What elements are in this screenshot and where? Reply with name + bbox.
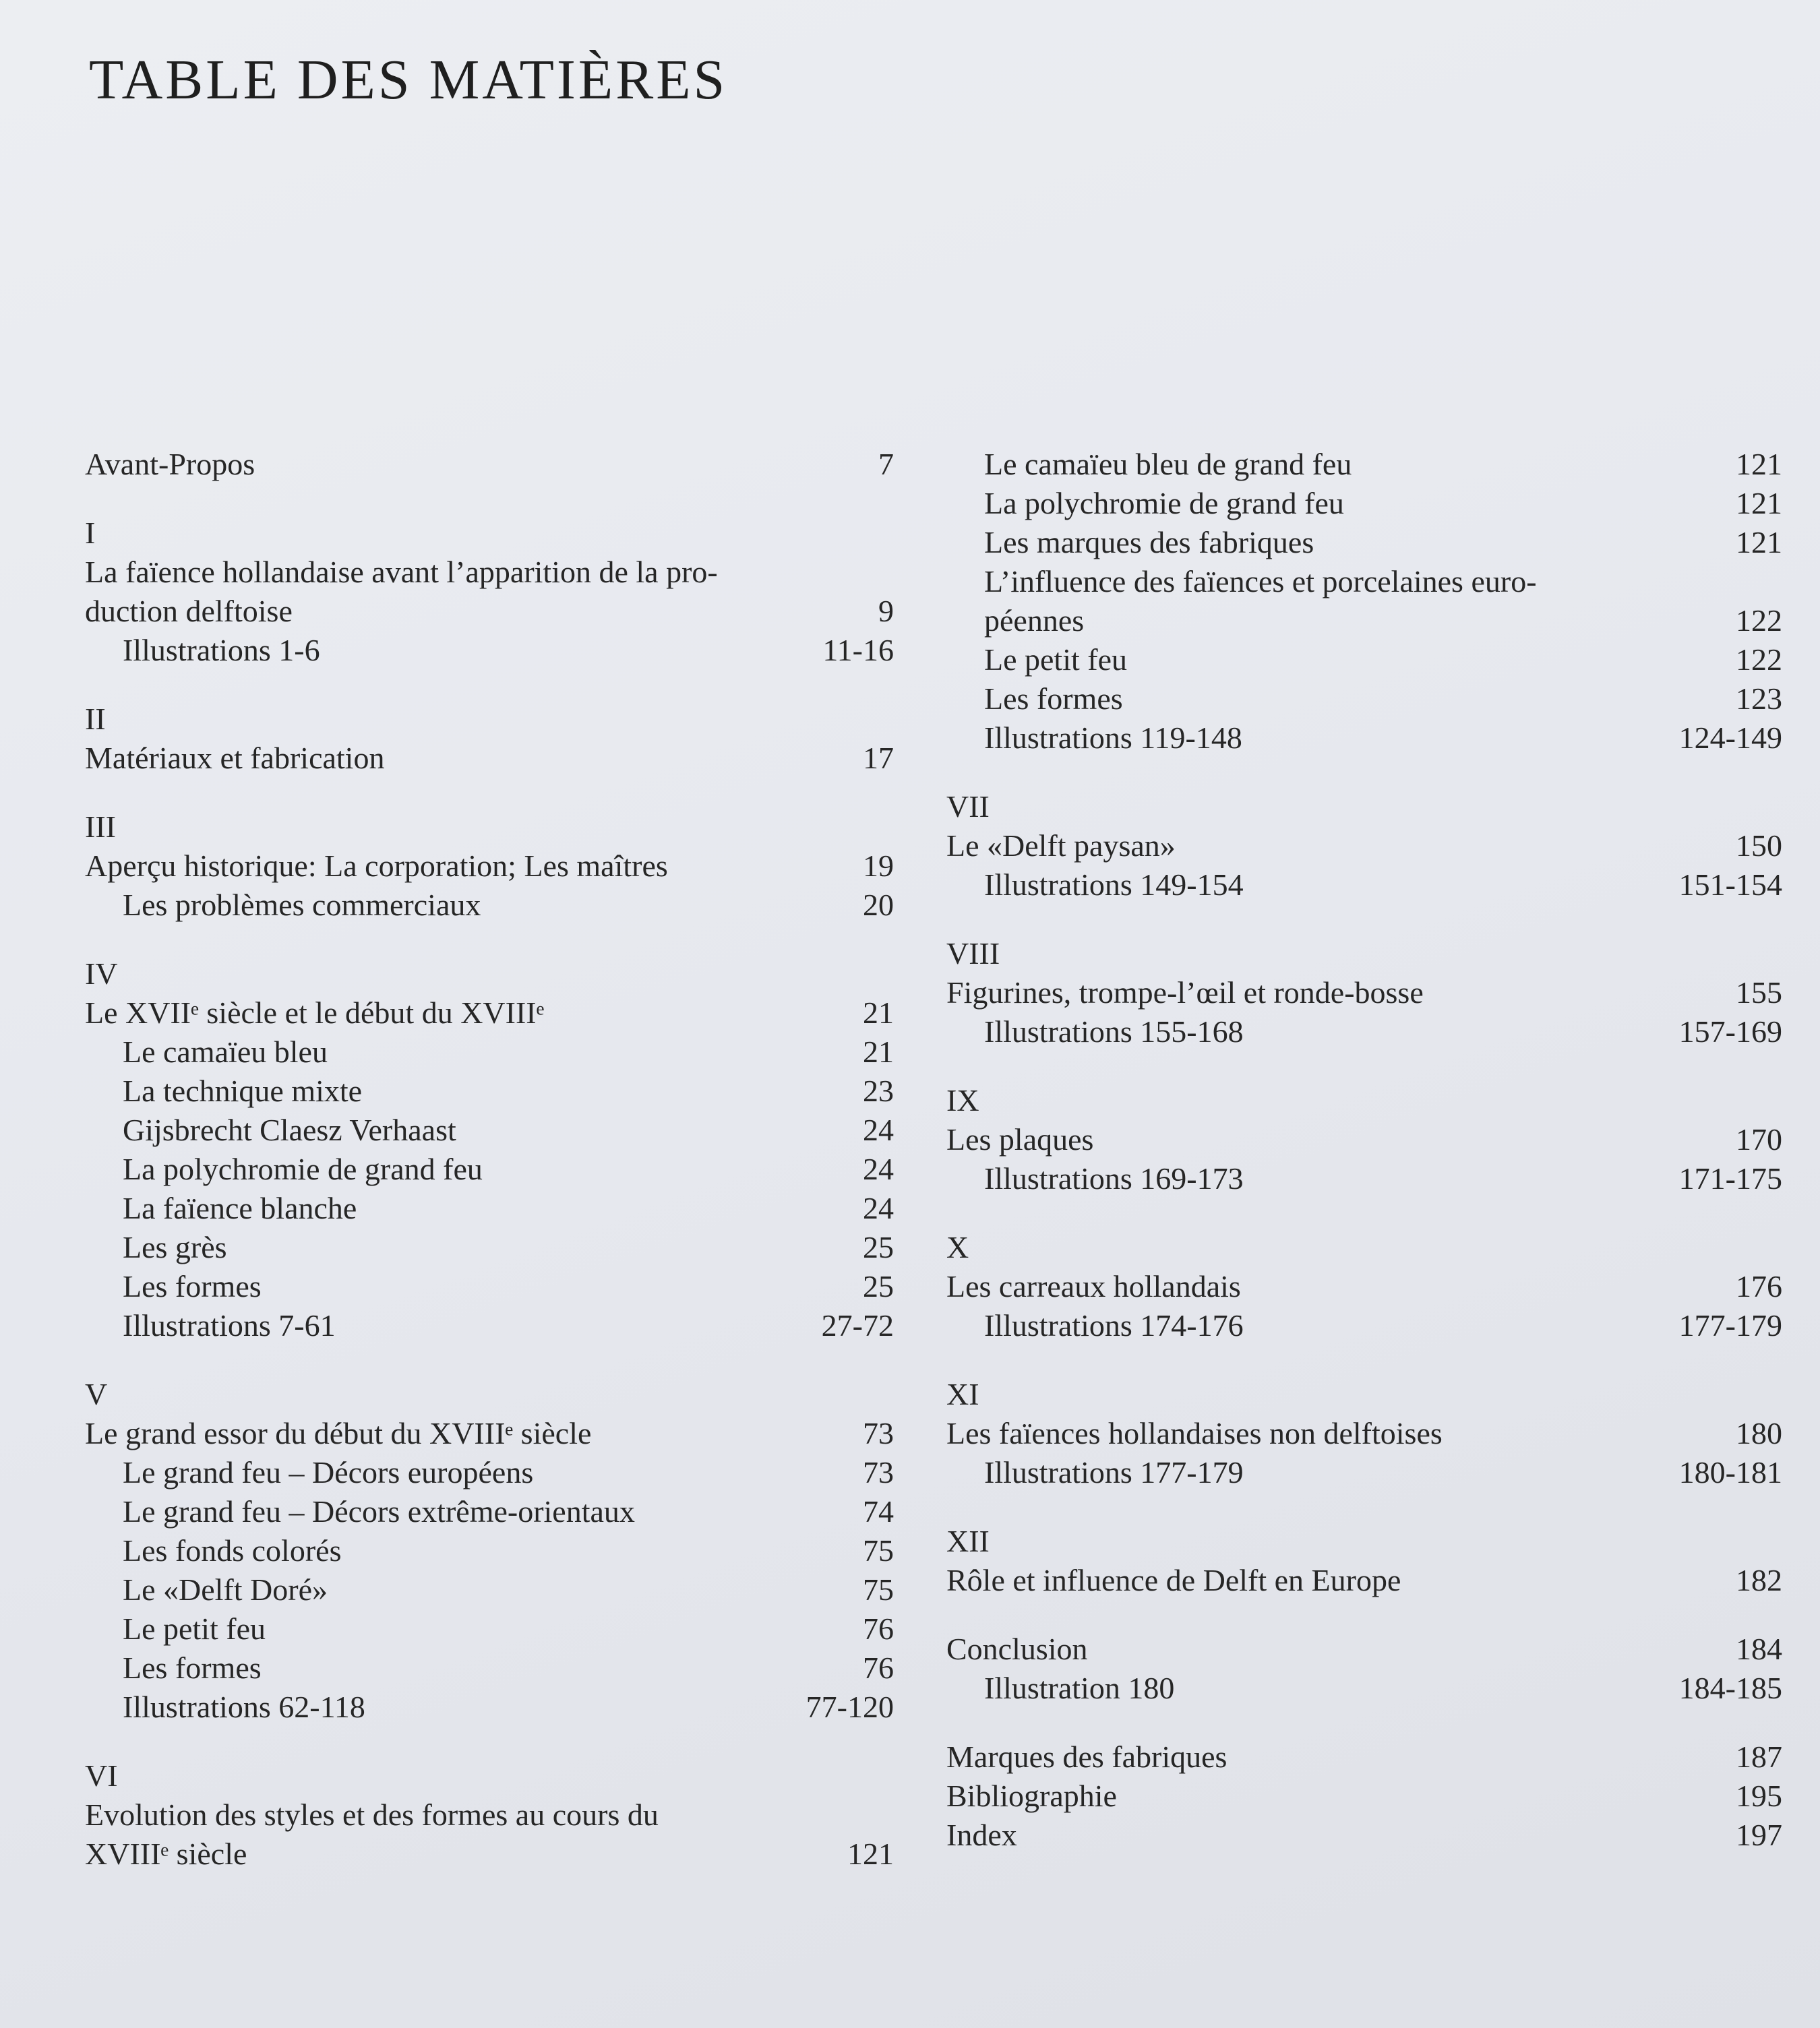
toc-entry[interactable]	[946, 1120, 1782, 1159]
toc-entry-page: 157-169	[1678, 1014, 1782, 1049]
toc-entry-page: 74	[863, 1494, 894, 1529]
toc-entry[interactable]	[85, 1531, 894, 1570]
toc-entry[interactable]	[85, 1570, 894, 1609]
toc-entry-page: 124-149	[1678, 720, 1782, 755]
toc-entry-page: 17	[863, 741, 894, 775]
toc-entry-label: Le petit feu	[984, 642, 1128, 677]
toc-entry[interactable]	[946, 826, 1782, 865]
toc-entry[interactable]	[85, 1306, 894, 1345]
toc-entry-page: 11-16	[822, 633, 894, 667]
chapter-number: X	[946, 1230, 969, 1264]
toc-entry[interactable]	[946, 484, 1782, 523]
toc-entry[interactable]	[946, 973, 1782, 1012]
toc-entry-page: 150	[1736, 828, 1782, 863]
toc-entry-page: 171-175	[1678, 1161, 1782, 1196]
toc-entry-page: 19	[863, 849, 894, 883]
chapter-number: IV	[85, 956, 118, 991]
toc-entry[interactable]	[85, 1492, 894, 1531]
toc-entry-label: Le camaïeu bleu	[123, 1035, 328, 1069]
toc-entry-page: 9	[878, 594, 894, 628]
toc-entry[interactable]	[85, 1453, 894, 1492]
toc-entry-page: 180	[1736, 1416, 1782, 1450]
toc-entry-label: Les problèmes commerciaux	[123, 888, 481, 922]
toc-entry-page: 7	[878, 447, 894, 481]
chapter-number: VI	[85, 1758, 118, 1793]
toc-entry-label: Illustrations 7-61	[123, 1308, 336, 1343]
toc-entry-page: 123	[1736, 681, 1782, 716]
toc-entry-label: Les grès	[123, 1230, 227, 1264]
toc-entry[interactable]	[946, 865, 1782, 904]
toc-entry-label: Illustrations 149-154	[984, 867, 1244, 902]
toc-entry[interactable]	[946, 523, 1782, 562]
toc-entry-page: 155	[1736, 975, 1782, 1010]
toc-entry[interactable]	[85, 1228, 894, 1267]
toc-entry-label: péennes	[984, 603, 1085, 638]
toc-entry[interactable]	[85, 1649, 894, 1688]
toc-entry-page: 177-179	[1678, 1308, 1782, 1343]
toc-entry-page: 187	[1736, 1740, 1782, 1774]
toc-entry-label: Illustrations 155-168	[984, 1014, 1244, 1049]
toc-entry[interactable]	[946, 640, 1782, 679]
toc-entry[interactable]	[85, 1267, 894, 1306]
toc-entry-label: La polychromie de grand feu	[123, 1152, 483, 1186]
toc-entry-label: Rôle et influence de Delft en Europe	[946, 1563, 1401, 1597]
toc-entry[interactable]	[85, 445, 894, 484]
toc-entry-label: Figurines, trompe-l’œil et ronde-bosse	[946, 975, 1424, 1010]
toc-entry-page: 27-72	[821, 1308, 894, 1343]
toc-entry[interactable]	[85, 1072, 894, 1111]
toc-entry-label: Illustrations 177-179	[984, 1455, 1244, 1489]
toc-entry-label: Matériaux et fabrication	[85, 741, 385, 775]
toc-entry[interactable]	[946, 679, 1782, 718]
toc-entry-label: Illustrations 174-176	[984, 1308, 1244, 1343]
toc-entry-page: 24	[863, 1113, 894, 1147]
toc-entry-line[interactable]: L’influence des faïences et porcelaines euro-	[984, 564, 1537, 598]
toc-entry-page: 77-120	[806, 1690, 894, 1724]
toc-entry-label: Bibliographie	[946, 1779, 1117, 1813]
toc-entry-page: 184	[1736, 1632, 1782, 1666]
toc-entry-label: La technique mixte	[123, 1074, 363, 1108]
toc-entry[interactable]	[85, 1033, 894, 1072]
chapter-number: VII	[946, 789, 990, 824]
toc-entry-label: Aperçu historique: La corporation; Les maîtres	[85, 849, 668, 883]
chapter-number: I	[85, 516, 96, 550]
toc-entry-label: Les formes	[984, 681, 1123, 716]
toc-entry-page: 21	[863, 995, 894, 1030]
chapter-number: XII	[946, 1524, 990, 1558]
toc-entry[interactable]	[946, 1453, 1782, 1492]
toc-entry-label: XVIIIᵉ siècle	[85, 1837, 247, 1871]
toc-entry[interactable]	[946, 1630, 1782, 1669]
toc-entry[interactable]	[85, 1111, 894, 1150]
toc-entry[interactable]	[85, 886, 894, 925]
toc-entry[interactable]	[946, 1159, 1782, 1198]
chapter-number: V	[85, 1377, 108, 1411]
toc-entry-label: Index	[946, 1818, 1017, 1852]
toc-entry-page: 121	[847, 1837, 894, 1871]
chapter-number: III	[85, 809, 116, 844]
toc-entry-label: Le grand essor du début du XVIIIᵉ siècle	[85, 1416, 592, 1450]
toc-entry[interactable]	[85, 1414, 894, 1453]
chapter-number: VIII	[946, 936, 1000, 971]
toc-entry-page: 170	[1736, 1122, 1782, 1157]
toc-entry-label: Les carreaux hollandais	[946, 1269, 1241, 1303]
toc-entry-page: 73	[863, 1455, 894, 1489]
toc-entry[interactable]	[85, 1609, 894, 1649]
toc-entry[interactable]	[946, 1267, 1782, 1306]
toc-entry-page: 76	[863, 1651, 894, 1685]
toc-entry-page: 180-181	[1678, 1455, 1782, 1489]
toc-entry-page: 121	[1736, 447, 1782, 481]
toc-entry-page: 122	[1736, 603, 1782, 638]
toc-entry-label: Illustrations 119-148	[984, 720, 1242, 755]
toc-entry-page: 122	[1736, 642, 1782, 677]
toc-entry[interactable]	[85, 1189, 894, 1228]
toc-right-column	[946, 445, 1782, 1855]
chapter-number: IX	[946, 1083, 979, 1117]
toc-entry-page: 73	[863, 1416, 894, 1450]
toc-entry-page: 75	[863, 1533, 894, 1568]
toc-entry[interactable]	[85, 1150, 894, 1189]
toc-entry-label: La polychromie de grand feu	[984, 486, 1344, 520]
toc-entry[interactable]	[946, 1777, 1782, 1816]
toc-entry-page: 21	[863, 1035, 894, 1069]
page-title: TABLE DES MATIÈRES	[89, 49, 728, 111]
toc-entry-page: 197	[1736, 1818, 1782, 1852]
toc-entry-line[interactable]: Evolution des styles et des formes au cours du	[85, 1797, 659, 1832]
toc-entry-page: 151-154	[1678, 867, 1782, 902]
toc-entry[interactable]	[85, 847, 894, 886]
toc-entry[interactable]	[85, 739, 894, 778]
toc-entry-label: Les formes	[123, 1651, 262, 1685]
toc-entry-label: Les marques des fabriques	[984, 525, 1314, 559]
toc-entry-label: Illustrations 62-118	[123, 1690, 365, 1724]
toc-entry[interactable]	[85, 993, 894, 1033]
toc-entry-label: Illustrations 169-173	[984, 1161, 1244, 1196]
toc-entry[interactable]	[946, 1306, 1782, 1345]
toc-entry-label: Le «Delft paysan»	[946, 828, 1176, 863]
toc-entry[interactable]	[946, 601, 1782, 640]
chapter-number: XI	[946, 1377, 979, 1411]
toc-entry-page: 20	[863, 888, 894, 922]
toc-entry-label: Les fonds colorés	[123, 1533, 342, 1568]
toc-entry-label: Le grand feu – Décors européens	[123, 1455, 534, 1489]
toc-entry[interactable]	[946, 1669, 1782, 1708]
toc-entry-label: Le petit feu	[123, 1611, 266, 1646]
toc-left-column	[85, 445, 894, 1874]
toc-entry[interactable]	[946, 718, 1782, 758]
toc-entry-page: 195	[1736, 1779, 1782, 1813]
toc-entry-label: Les faïences hollandaises non delftoises	[946, 1416, 1443, 1450]
toc-entry-label: Le «Delft Doré»	[123, 1572, 328, 1607]
toc-entry[interactable]	[85, 592, 894, 631]
toc-entry-label: Le camaïeu bleu de grand feu	[984, 447, 1352, 481]
toc-entry-label: La faïence blanche	[123, 1191, 357, 1225]
toc-entry-page: 25	[863, 1269, 894, 1303]
toc-entry-page: 121	[1736, 525, 1782, 559]
toc-entry[interactable]	[946, 1012, 1782, 1051]
toc-entry-page: 24	[863, 1191, 894, 1225]
toc-entry-label: Gijsbrecht Claesz Verhaast	[123, 1113, 456, 1147]
toc-entry-line[interactable]: La faïence hollandaise avant l’apparition de la pro-	[85, 555, 718, 589]
toc-entry-label: Les formes	[123, 1269, 262, 1303]
toc-entry-page: 184-185	[1678, 1671, 1782, 1705]
toc-entry-label: Illustration 180	[984, 1671, 1175, 1705]
toc-entry-page: 121	[1736, 486, 1782, 520]
toc-entry-label: Illustrations 1-6	[123, 633, 320, 667]
toc-entry[interactable]	[946, 1816, 1782, 1855]
toc-entry-label: Les plaques	[946, 1122, 1094, 1157]
toc-entry-page: 23	[863, 1074, 894, 1108]
toc-entry[interactable]	[946, 445, 1782, 484]
toc-entry[interactable]	[85, 631, 894, 670]
toc-entry-label: Le XVIIᵉ siècle et le début du XVIIIᵉ	[85, 995, 545, 1030]
toc-entry-page: 176	[1736, 1269, 1782, 1303]
toc-entry[interactable]	[85, 1835, 894, 1874]
toc-entry[interactable]	[946, 1738, 1782, 1777]
toc-entry-label: Le grand feu – Décors extrême-orientaux	[123, 1494, 635, 1529]
toc-entry[interactable]	[85, 1688, 894, 1727]
chapter-number: II	[85, 702, 106, 736]
toc-entry-page: 182	[1736, 1563, 1782, 1597]
toc-entry-page: 76	[863, 1611, 894, 1646]
toc-entry[interactable]	[946, 1414, 1782, 1453]
toc-entry-page: 75	[863, 1572, 894, 1607]
toc-entry-page: 24	[863, 1152, 894, 1186]
toc-entry[interactable]	[946, 1561, 1782, 1600]
toc-entry-label: Marques des fabriques	[946, 1740, 1227, 1774]
toc-entry-label: Conclusion	[946, 1632, 1088, 1666]
toc-entry-page: 25	[863, 1230, 894, 1264]
toc-entry-label: duction delftoise	[85, 594, 293, 628]
toc-entry-label: Avant-Propos	[85, 447, 255, 481]
